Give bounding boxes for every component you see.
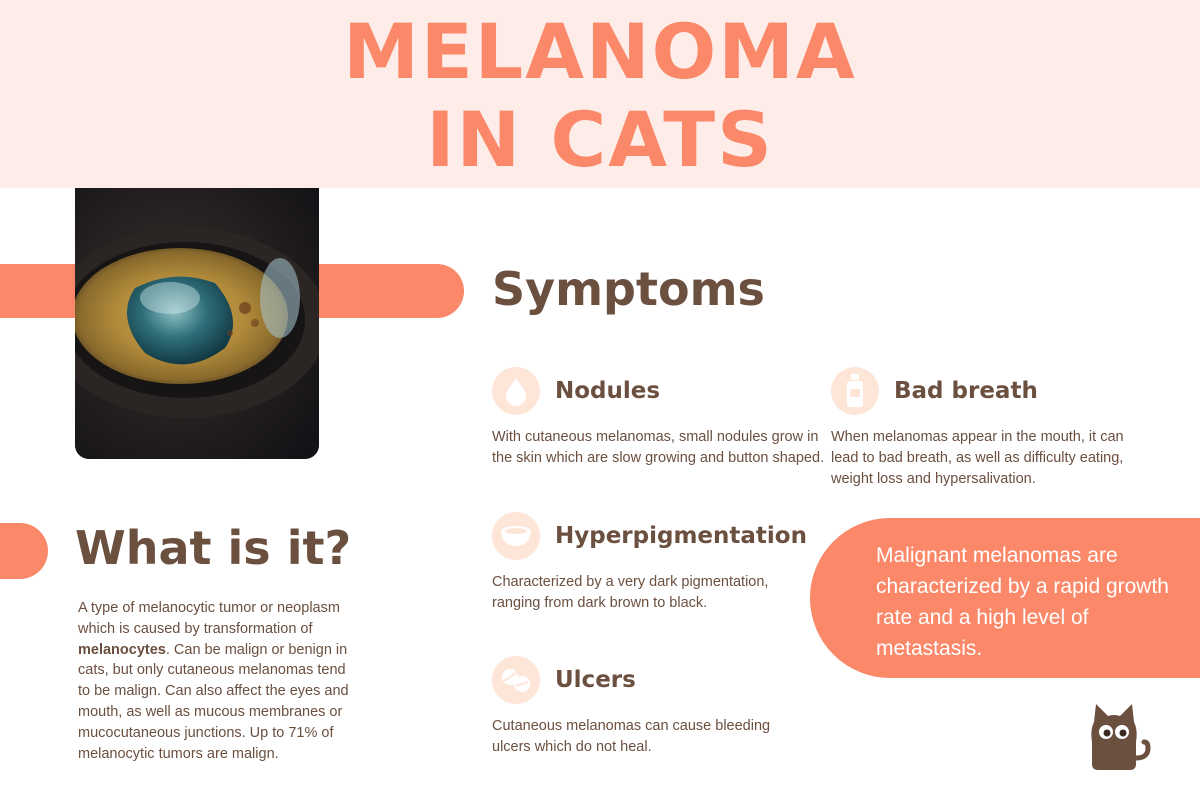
symptom-title: Bad breath [894, 378, 1038, 404]
title-line-2: IN CATS [426, 95, 774, 184]
page-title [0, 8, 1200, 184]
callout-box [810, 518, 1200, 678]
drop-icon [492, 367, 540, 415]
symptom-title: Nodules [555, 378, 661, 404]
symptom-description: When melanomas appear in the mouth, it can lead to bad breath, as well as difficulty eating, weight loss and hypersalivation. [831, 429, 1124, 487]
bottle-icon [831, 367, 879, 415]
symptom-description: Cutaneous melanomas can cause bleeding ulcers which do not heal. [492, 718, 771, 755]
symptoms-heading: Symptoms [492, 262, 765, 316]
cat-icon [1086, 702, 1152, 772]
cat-eye-photo [75, 188, 319, 459]
what-is-it-heading: What is it? [75, 521, 352, 575]
what-is-it-text-2: . Can be malign or benign in cats, but only cutaneous melanomas tend to be malign. Can also affect the eyes and mouth, as well as mucous membranes or mucocutaneous junctions. Up to 71% of melanocytic tumors are malign. [78, 641, 349, 762]
symptom-title: Hyperpigmentation [555, 523, 807, 549]
what-is-it-bold-term: melanocytes [78, 641, 166, 658]
pills-icon [492, 656, 540, 704]
what-is-it-body [78, 598, 353, 764]
bowl-icon [492, 512, 540, 560]
symptom-description: With cutaneous melanomas, small nodules grow in the skin which are slow growing and button shaped. [492, 429, 825, 466]
symptom-title: Ulcers [555, 667, 636, 693]
title-line-1: MELANOMA [343, 7, 857, 96]
decorative-pill-left [0, 523, 48, 579]
what-is-it-text-1: A type of melanocytic tumor or neoplasm which is caused by transformation of [78, 600, 340, 637]
symptom-description: Characterized by a very dark pigmentation, ranging from dark brown to black. [492, 574, 769, 611]
callout-text: Malignant melanomas are characterized by a rapid growth rate and a high level of metastasis. [876, 544, 1169, 660]
